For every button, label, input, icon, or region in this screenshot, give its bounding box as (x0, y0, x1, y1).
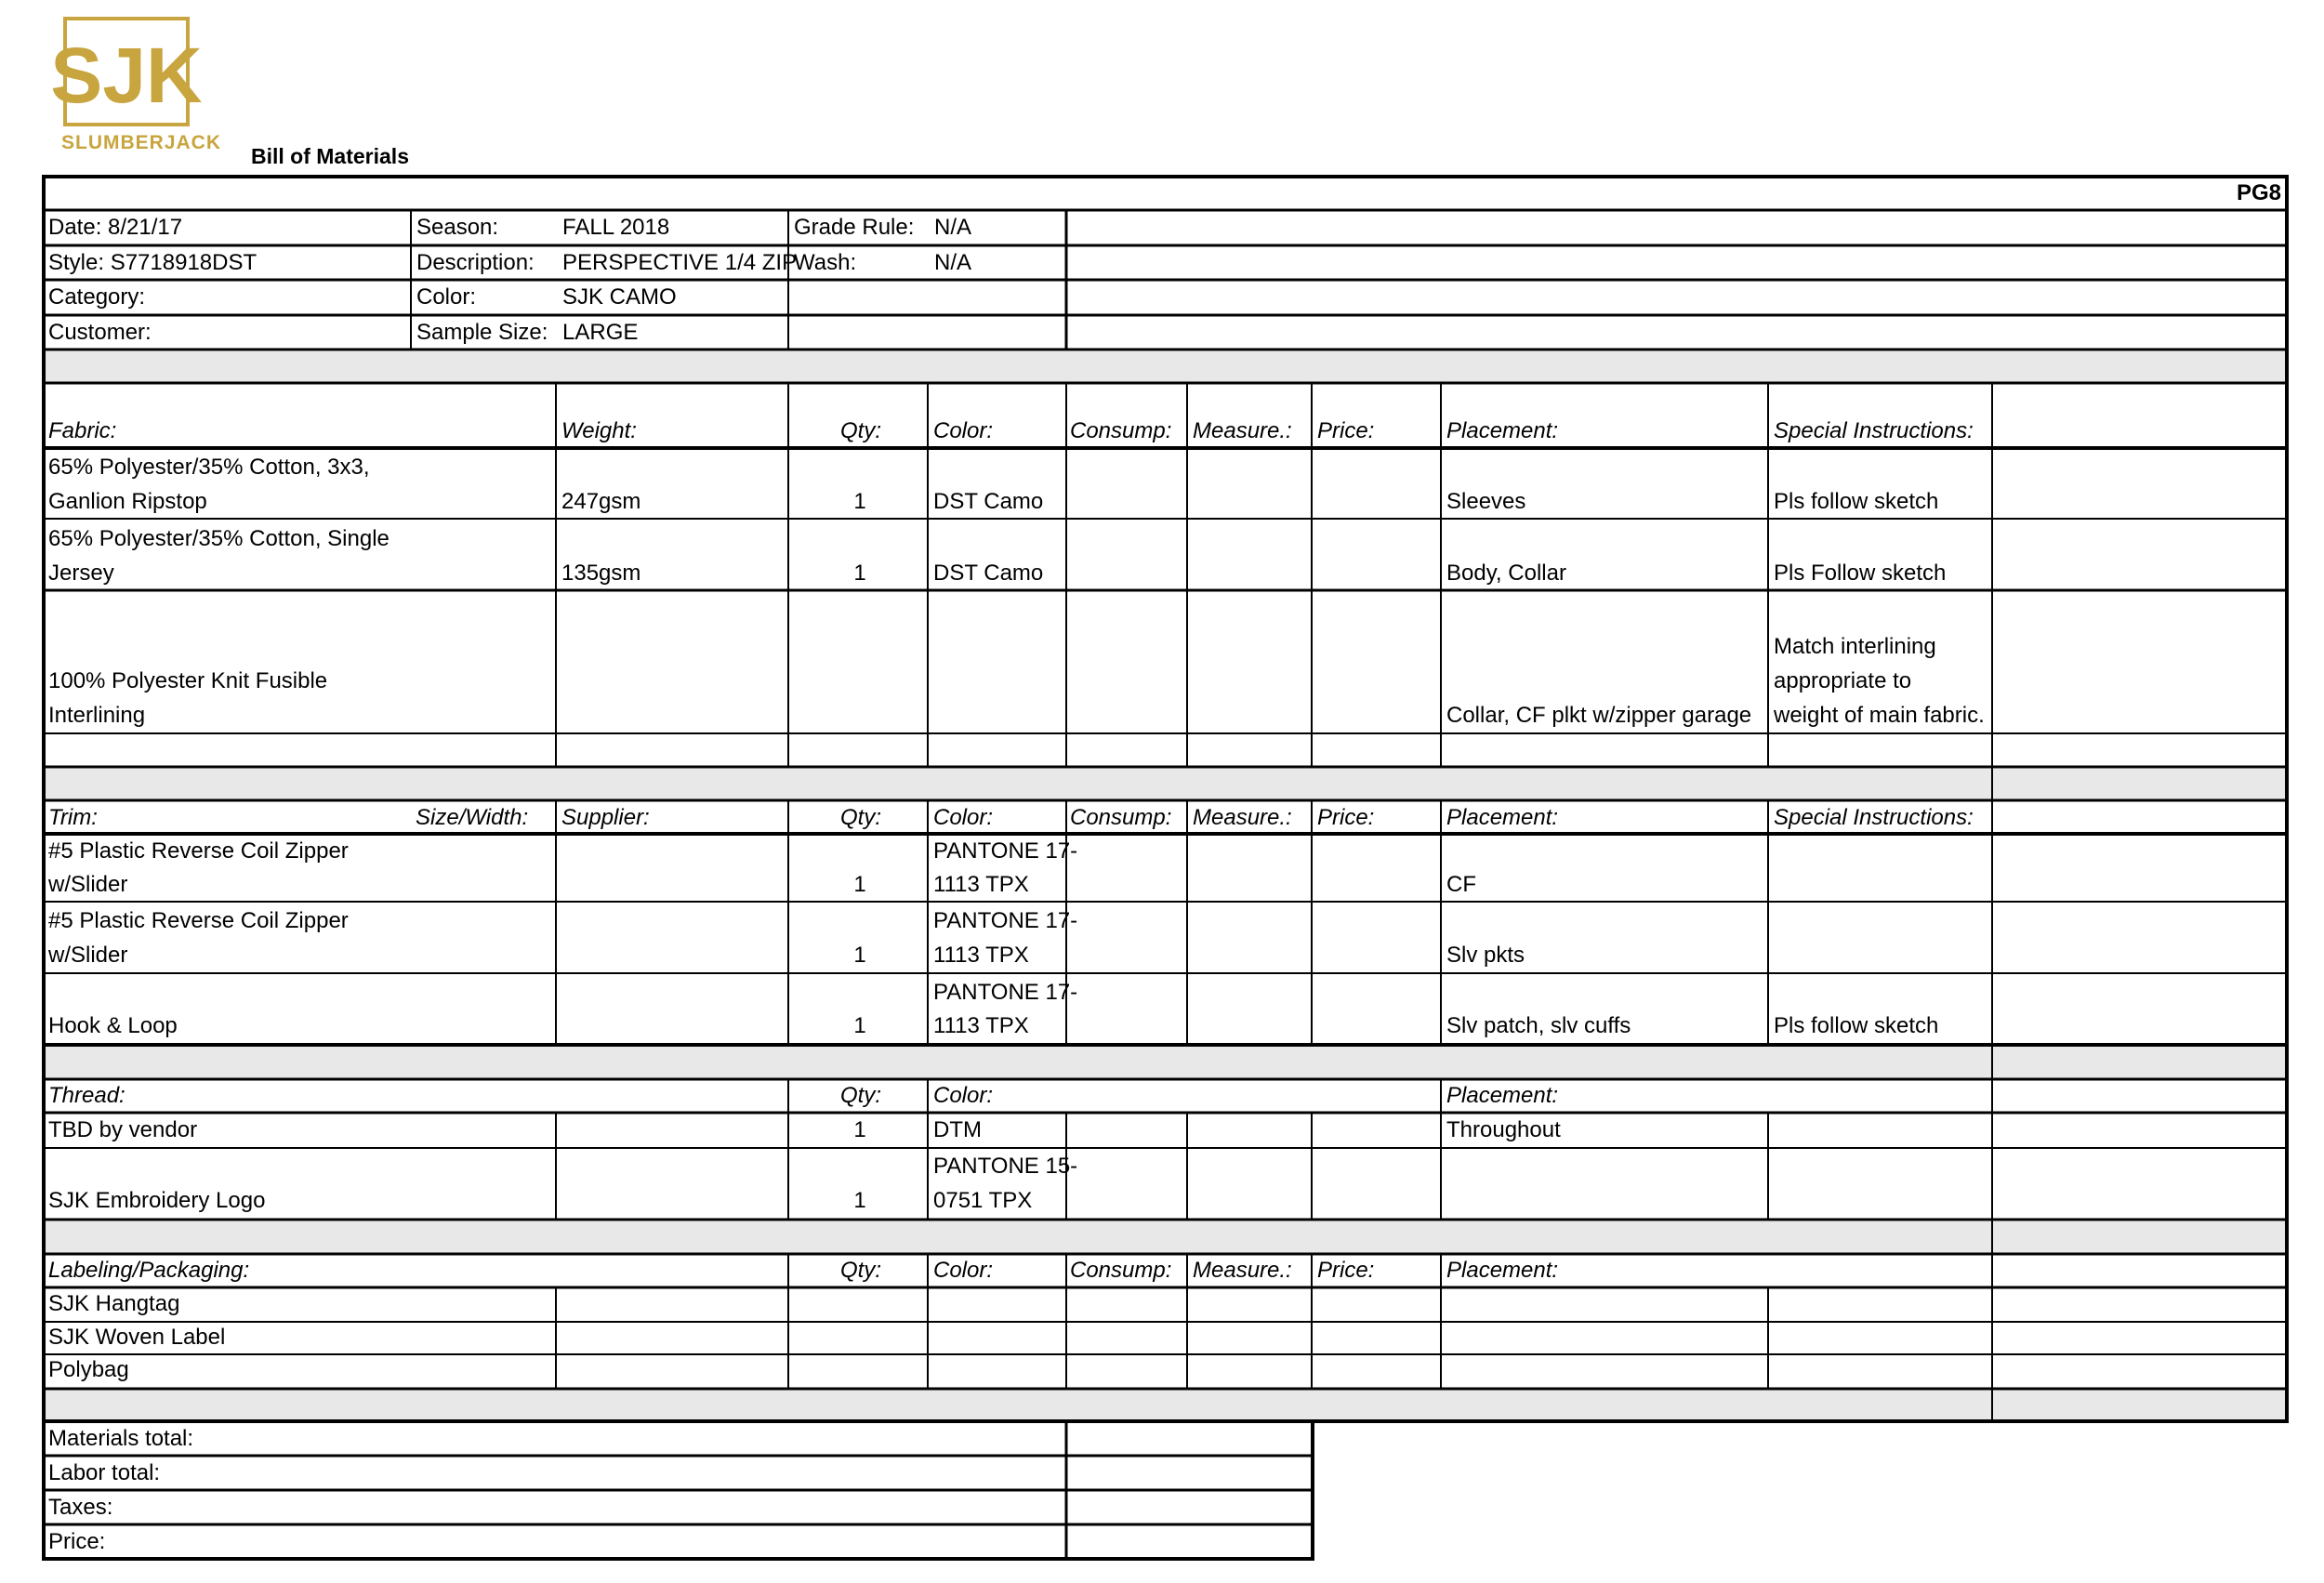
document-title: Bill of Materials (251, 144, 409, 168)
trim-row-1-color-line2: 1113 TPX (933, 872, 1029, 897)
fabric-row-1-color: DST Camo (933, 489, 1044, 514)
wash-value: N/A (934, 250, 972, 275)
labeling-qty-header: Qty: (839, 1258, 881, 1283)
color-header: Color: (933, 418, 994, 443)
logo-wordmark: SLUMBERJACK (61, 132, 222, 153)
thread-row-1-placement: Throughout (1446, 1117, 1561, 1142)
season-label: Season: (416, 215, 499, 240)
color-label: Color: (416, 284, 477, 310)
trim-row-1-qty: 1 (853, 872, 866, 897)
materials-total-label: Materials total: (48, 1426, 194, 1451)
category-label: Category: (48, 284, 146, 310)
taxes-label: Taxes: (48, 1495, 113, 1520)
special-instructions-header: Special Instructions: (1774, 418, 1974, 443)
fabric-row-1-weight: 247gsm (561, 489, 641, 514)
customer-label: Customer: (48, 320, 152, 345)
trim-row-2-name-line2: w/Slider (48, 943, 128, 968)
fabric-row-2-placement: Body, Collar (1446, 561, 1566, 586)
trim-price-header: Price: (1317, 805, 1375, 830)
labeling-header: Labeling/Packaging: (48, 1258, 250, 1283)
fabric-header: Fabric: (48, 418, 117, 443)
trim-qty-header: Qty: (839, 805, 881, 830)
fabric-row-3-special-line1: Match interlining (1774, 634, 1936, 659)
fabric-row-3-special-line2: appropriate to (1774, 668, 1912, 693)
thread-row-2-name: SJK Embroidery Logo (48, 1188, 266, 1213)
fabric-row-2-special: Pls Follow sketch (1774, 561, 1947, 586)
labeling-color-header: Color: (933, 1258, 994, 1283)
labeling-row-woven-label: SJK Woven Label (48, 1325, 226, 1350)
trim-row-2-color-line1: PANTONE 17- (933, 908, 1078, 933)
season-value: FALL 2018 (562, 215, 670, 240)
placement-header: Placement: (1446, 418, 1559, 443)
labeling-row-hangtag: SJK Hangtag (48, 1291, 180, 1316)
fabric-row-1-placement: Sleeves (1446, 489, 1526, 514)
fabric-row-1-name-line1: 65% Polyester/35% Cotton, 3x3, (48, 455, 370, 480)
svg-text:SJK: SJK (50, 32, 203, 119)
thread-row-2-qty: 1 (853, 1188, 866, 1213)
thread-qty-header: Qty: (839, 1083, 881, 1108)
fabric-row-2-qty: 1 (853, 561, 866, 586)
trim-row-3-name: Hook & Loop (48, 1013, 178, 1038)
wash-label: Wash: (794, 250, 857, 275)
trim-row-1-placement: CF (1446, 872, 1476, 897)
price-header: Price: (1317, 418, 1375, 443)
size-width-header: Size/Width: (416, 805, 529, 830)
trim-header: Trim: (48, 805, 98, 830)
trim-row-3-color-line1: PANTONE 17- (933, 980, 1078, 1005)
style-value: Style: S7718918DST (48, 250, 257, 275)
supplier-header: Supplier: (561, 805, 650, 830)
price-label: Price: (48, 1529, 106, 1554)
thread-row-1-qty: 1 (853, 1117, 866, 1142)
color-value: SJK CAMO (562, 284, 677, 310)
trim-color-header: Color: (933, 805, 994, 830)
thread-color-header: Color: (933, 1083, 994, 1108)
thread-row-2-color-line1: PANTONE 15- (933, 1154, 1078, 1179)
labeling-measure-header: Measure.: (1193, 1258, 1292, 1283)
qty-header: Qty: (839, 418, 881, 443)
trim-consump-header: Consump: (1070, 805, 1172, 830)
fabric-row-3-placement: Collar, CF plkt w/zipper garage (1446, 703, 1752, 728)
thread-row-1-name: TBD by vendor (48, 1117, 198, 1142)
fabric-row-2-name-line1: 65% Polyester/35% Cotton, Single (48, 526, 390, 551)
trim-measure-header: Measure.: (1193, 805, 1292, 830)
trim-row-2-color-line2: 1113 TPX (933, 943, 1029, 968)
fabric-row-2-color: DST Camo (933, 561, 1044, 586)
description-value: PERSPECTIVE 1/4 ZIP (562, 250, 798, 275)
fabric-row-1-name-line2: Ganlion Ripstop (48, 489, 207, 514)
labor-total-label: Labor total: (48, 1460, 161, 1485)
trim-row-3-qty: 1 (853, 1013, 866, 1038)
page-number: PG8 (2236, 180, 2281, 205)
trim-special-header: Special Instructions: (1774, 805, 1974, 830)
thread-header: Thread: (48, 1083, 125, 1108)
measure-header: Measure.: (1193, 418, 1292, 443)
sample-size-value: LARGE (562, 320, 639, 345)
grade-rule-label: Grade Rule: (794, 215, 915, 240)
fabric-row-3-name-line2: Interlining (48, 703, 146, 728)
labeling-price-header: Price: (1317, 1258, 1375, 1283)
thread-row-2-color-line2: 0751 TPX (933, 1188, 1033, 1213)
fabric-row-3-name-line1: 100% Polyester Knit Fusible (48, 668, 328, 693)
trim-row-1-color-line1: PANTONE 17- (933, 838, 1078, 864)
date-value: Date: 8/21/17 (48, 215, 183, 240)
trim-row-3-color-line2: 1113 TPX (933, 1013, 1029, 1038)
fabric-row-2-weight: 135gsm (561, 561, 641, 586)
sample-size-label: Sample Size: (416, 320, 548, 345)
fabric-row-1-special: Pls follow sketch (1774, 489, 1939, 514)
trim-row-2-name-line1: #5 Plastic Reverse Coil Zipper (48, 908, 349, 933)
grade-rule-value: N/A (934, 215, 972, 240)
description-label: Description: (416, 250, 535, 275)
trim-placement-header: Placement: (1446, 805, 1559, 830)
fabric-row-1-qty: 1 (853, 489, 866, 514)
trim-row-2-placement: Slv pkts (1446, 943, 1525, 968)
labeling-placement-header: Placement: (1446, 1258, 1559, 1283)
fabric-row-2-name-line2: Jersey (48, 561, 114, 586)
thread-placement-header: Placement: (1446, 1083, 1559, 1108)
weight-header: Weight: (561, 418, 637, 443)
trim-row-1-name-line1: #5 Plastic Reverse Coil Zipper (48, 838, 349, 864)
trim-row-1-name-line2: w/Slider (48, 872, 128, 897)
labeling-row-polybag: Polybag (48, 1357, 129, 1382)
fabric-row-3-special-line3: weight of main fabric. (1774, 703, 1985, 728)
trim-row-3-placement: Slv patch, slv cuffs (1446, 1013, 1631, 1038)
labeling-consump-header: Consump: (1070, 1258, 1172, 1283)
trim-row-2-qty: 1 (853, 943, 866, 968)
consump-header: Consump: (1070, 418, 1172, 443)
trim-row-3-special: Pls follow sketch (1774, 1013, 1939, 1038)
thread-row-1-color: DTM (933, 1117, 982, 1142)
